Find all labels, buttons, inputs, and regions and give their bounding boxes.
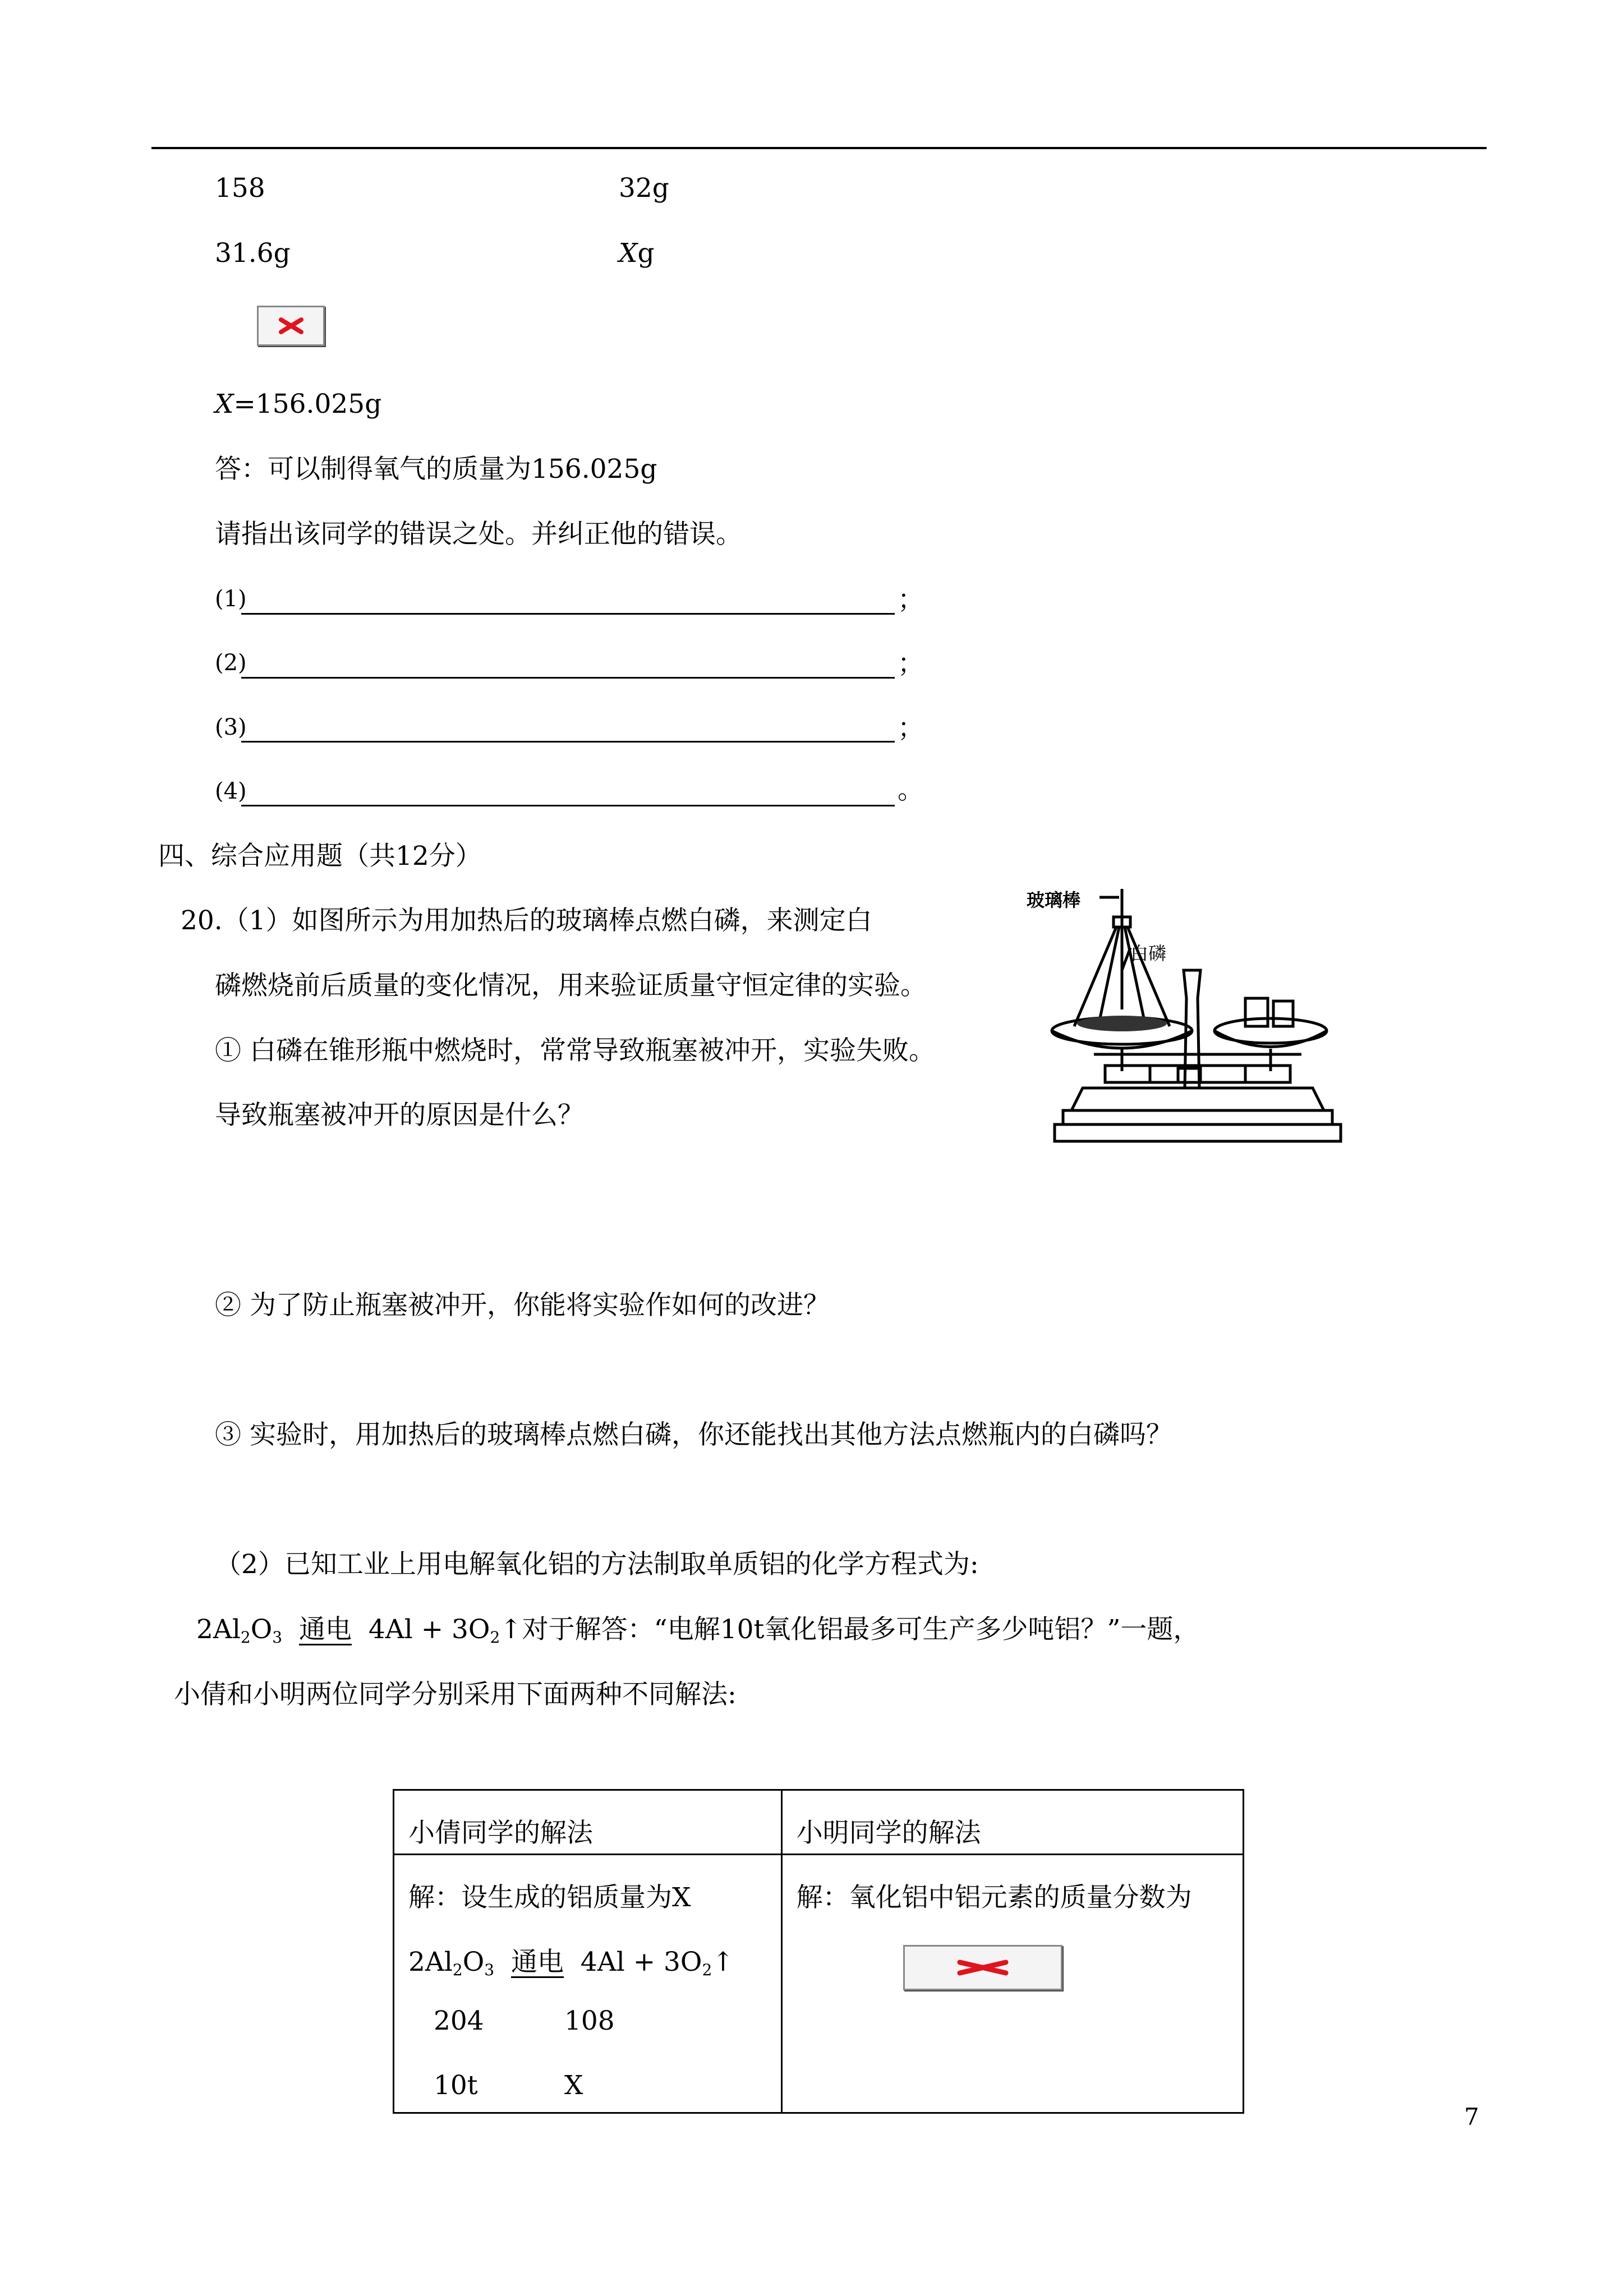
header-rule xyxy=(151,147,1487,149)
q20-q3: ③ 实验时，用加热后的玻璃棒点燃白磷，你还能找出其他方法点燃瓶内的白磷吗？ xyxy=(215,1419,1172,1450)
q20-line1: 20.（1）如图所示为用加热后的玻璃棒点燃白磷，来测定白 xyxy=(181,905,872,936)
balance-icon xyxy=(1021,886,1346,1150)
page-number: 7 xyxy=(1464,2103,1479,2131)
calc-x-result xyxy=(215,391,381,417)
calc-x-var: X xyxy=(215,389,234,419)
eq-al: 2Al xyxy=(196,1614,241,1645)
calc-prompt: 请指出该同学的错误之处。并纠正他的错误。 xyxy=(215,519,742,550)
blank-line-1[interactable] xyxy=(241,613,895,615)
table-head-left xyxy=(394,1790,782,1855)
calc-row2-right xyxy=(619,238,655,269)
calc-row1-right: 32g xyxy=(619,173,669,204)
table-cell-left xyxy=(394,1855,782,2113)
eq-o: O xyxy=(250,1614,273,1645)
eq-question: 对于解答：“电解10t氧化铝最多可生产多少吨铝？”一题， xyxy=(522,1614,1200,1645)
right-line1: 解：氧化铝中铝元素的质量分数为 xyxy=(796,1882,1192,1913)
table-cell-right xyxy=(781,1855,1243,2113)
label-white-phosphorus: 白磷 xyxy=(1130,943,1167,964)
eq-sub3: 2 xyxy=(490,1628,500,1647)
gas-arrow-icon: ↑ xyxy=(500,1614,522,1645)
calc-row2-var: X xyxy=(619,238,638,269)
eq-sub2: 3 xyxy=(272,1628,283,1647)
left-eq-condition: 通电 xyxy=(510,1947,564,1977)
blank-line-3[interactable] xyxy=(241,741,895,743)
blank-end-1: ； xyxy=(898,584,924,615)
left-mass-alumina: 204 xyxy=(434,2005,484,2036)
label-glass-rod: 玻璃棒 xyxy=(1027,889,1081,911)
blank-end-4: 。 xyxy=(898,774,924,805)
part2-equation-line xyxy=(196,1616,1199,1645)
left-eq-sub3: 2 xyxy=(702,1961,712,1979)
broken-image-icon xyxy=(257,306,325,346)
part2-line3: 小倩和小明两位同学分别采用下面两种不同解法: xyxy=(174,1679,737,1710)
head-left-text: 小倩同学的解法 xyxy=(408,1818,593,1848)
q20-line2: 磷燃烧前后质量的变化情况，用来验证质量守恒定律的实验。 xyxy=(215,970,927,1001)
left-unknown: X xyxy=(564,2070,583,2101)
left-eq-o: O xyxy=(462,1947,485,1977)
calc-x-value: =156.025g xyxy=(233,389,382,419)
blank-label-1: (1) xyxy=(215,586,247,612)
left-mass-al: 108 xyxy=(564,2005,615,2036)
left-given-mass: 10t xyxy=(434,2070,478,2101)
calc-row2-left: 31.6g xyxy=(215,238,291,269)
calc-row1-left: 158 xyxy=(215,173,265,204)
left-eq-al: 2Al xyxy=(408,1947,453,1977)
head-right-text: 小明同学的解法 xyxy=(796,1818,981,1848)
broken-image-icon-2 xyxy=(903,1945,1062,1990)
eq-sub1: 2 xyxy=(240,1628,251,1647)
blank-label-4: (4) xyxy=(215,778,247,804)
eq-condition: 通电 xyxy=(298,1614,352,1645)
calc-row2-unit: g xyxy=(637,238,655,269)
blank-line-2[interactable] xyxy=(241,677,895,679)
q20-q2: ② 为了防止瓶塞被冲开，你能将实验作如何的改进？ xyxy=(215,1290,830,1321)
blank-label-3: (3) xyxy=(215,714,247,740)
eq-products: 4Al + 3O xyxy=(368,1614,490,1645)
left-gas-arrow-icon: ↑ xyxy=(712,1947,734,1977)
left-eq-sub1: 2 xyxy=(452,1961,463,1979)
part2-intro: （2）已知工业上用电解氧化铝的方法制取单质铝的化学方程式为: xyxy=(215,1549,979,1580)
blank-line-4[interactable] xyxy=(241,805,895,806)
blank-end-2: ； xyxy=(898,648,924,679)
q20-q1-line1: ① 白磷在锥形瓶中燃烧时，常常导致瓶塞被冲开，实验失败。 xyxy=(215,1035,935,1066)
blank-label-2: (2) xyxy=(215,650,247,676)
balance-figure xyxy=(1021,886,1346,1150)
left-eq-sub2: 3 xyxy=(484,1961,495,1979)
left-line1: 解：设生成的铝质量为X xyxy=(408,1882,691,1913)
calc-answer: 答：可以制得氧气的质量为156.025g xyxy=(215,454,657,485)
q20-q1-line2: 导致瓶塞被冲开的原因是什么？ xyxy=(215,1100,584,1131)
left-equation xyxy=(408,1941,734,1979)
left-eq-products: 4Al + 3O xyxy=(580,1947,702,1977)
solution-table xyxy=(393,1789,1244,2114)
table-head-right xyxy=(781,1790,1243,1855)
blank-end-3: ； xyxy=(898,713,924,744)
section-heading: 四、综合应用题（共12分） xyxy=(158,841,482,872)
